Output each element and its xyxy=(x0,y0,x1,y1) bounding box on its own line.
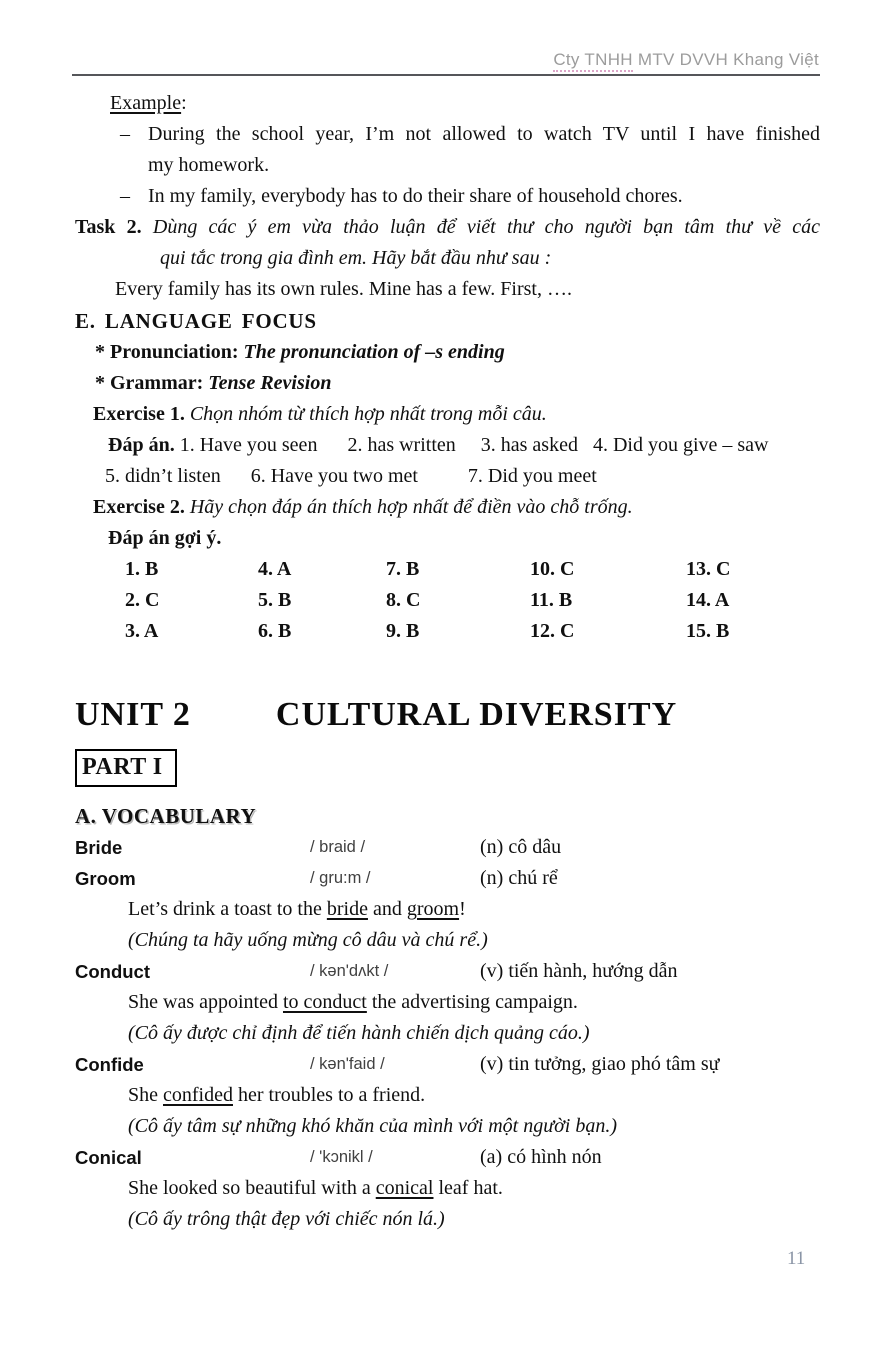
unit-heading xyxy=(75,693,820,737)
answer-grid xyxy=(125,554,820,647)
answer-cell: 1. B xyxy=(125,558,159,580)
header-rule xyxy=(72,74,820,76)
page-body xyxy=(75,88,820,1235)
task2-label: Task 2. xyxy=(75,216,142,238)
exercise1-label: Exercise 1. xyxy=(93,403,185,425)
pronunciation-item xyxy=(95,337,820,368)
example-label: Example xyxy=(110,92,182,114)
vocab-example xyxy=(128,894,820,925)
answer-cell: 2. C xyxy=(125,589,160,611)
unit-number: UNIT 2 xyxy=(75,696,191,733)
grammar-bullet: * xyxy=(95,372,105,394)
vocab-translation: (Chúng ta hãy uống mừng cô dâu và chú rể.) xyxy=(128,929,488,951)
vocab-phonetic: / 'kɔnikl / xyxy=(310,1148,373,1166)
vocab-example xyxy=(128,1173,820,1204)
example-segment-underlined: confided xyxy=(163,1084,233,1106)
vocab-translation: (Cô ấy tâm sự những khó khăn của mình với một người bạn.) xyxy=(128,1115,618,1137)
example-segment: and xyxy=(367,898,407,920)
vocab-row-groom xyxy=(75,863,820,894)
bullet-line: my homework. xyxy=(148,154,270,176)
answer-cell: 7. B xyxy=(386,558,420,580)
grammar-label: Grammar: xyxy=(110,372,204,394)
example-segment: She looked so beautiful with a xyxy=(128,1177,376,1199)
bullet-dash: – xyxy=(120,123,130,145)
vocab-word: Bride xyxy=(75,837,123,858)
exercise2-heading xyxy=(93,492,820,523)
bullet-item xyxy=(75,181,820,212)
vocab-word: Groom xyxy=(75,868,136,889)
vocabulary-heading: A. VOCABULARY xyxy=(75,804,257,828)
answer-cell: 10. C xyxy=(530,558,575,580)
example-segment-underlined: groom xyxy=(406,898,460,920)
exercise1-answers-line1 xyxy=(108,430,820,461)
answer-cell: 8. C xyxy=(386,589,421,611)
company-header xyxy=(553,50,819,70)
example-heading xyxy=(110,88,820,119)
answer-cell: 5. B xyxy=(258,589,292,611)
vocab-phonetic: / braid / xyxy=(310,838,366,856)
answer-cell: 6. B xyxy=(258,620,292,642)
example-colon: : xyxy=(181,92,187,114)
task2-starter-sentence: Every family has its own rules. Mine has a few. First, …. xyxy=(115,278,572,300)
answer-cell: 9. B xyxy=(386,620,420,642)
vocab-word: Confide xyxy=(75,1054,144,1075)
vocab-row-confide xyxy=(75,1049,820,1080)
vocab-word: Conical xyxy=(75,1147,142,1168)
vocab-translation: (Cô ấy trông thật đẹp với chiếc nón lá.) xyxy=(128,1208,445,1230)
answer-cell: 11. B xyxy=(530,589,573,611)
answer-cell: 3. A xyxy=(125,620,159,642)
part-wrapper xyxy=(75,749,820,787)
bullet-dash: – xyxy=(120,185,130,207)
exercise2-instruction: Hãy chọn đáp án thích hợp nhất để điền vào chỗ trống. xyxy=(189,496,633,518)
answers-label: Đáp án. xyxy=(108,434,175,456)
company-name-marked: Cty TNHH xyxy=(553,50,633,72)
bullet-line: In my family, everybody has to do their share of household chores. xyxy=(148,185,683,207)
vocab-meaning: (n) chú rể xyxy=(480,867,558,889)
example-segment: ! xyxy=(459,898,466,920)
answer-cell: 15. B xyxy=(686,620,730,642)
section-heading-language-focus: E. LANGUAGE FOCUS xyxy=(75,309,317,333)
vocab-example xyxy=(128,987,820,1018)
answers-text: 1. Have you seen 2. has written 3. has asked 4. Did you give – saw xyxy=(174,434,769,456)
example-segment: Let’s drink a toast to the xyxy=(128,898,327,920)
example-segment: her troubles to a friend. xyxy=(232,1084,426,1106)
answer-cell: 4. A xyxy=(258,558,292,580)
exercise1-instruction: Chọn nhóm từ thích hợp nhất trong mỗi câu. xyxy=(189,403,547,425)
unit-title: CULTURAL DIVERSITY xyxy=(275,696,678,733)
example-segment-underlined: bride xyxy=(326,898,368,920)
answer-cell: 14. A xyxy=(686,589,730,611)
answer-cell: 12. C xyxy=(530,620,575,642)
vocab-row-conduct xyxy=(75,956,820,987)
pronunciation-bullet: * xyxy=(95,341,105,363)
bullet-text xyxy=(148,119,820,181)
grammar-value: Tense Revision xyxy=(208,372,332,394)
example-segment-underlined: to conduct xyxy=(282,991,367,1013)
vocab-row-conical xyxy=(75,1142,820,1173)
vocab-example xyxy=(128,1080,820,1111)
example-segment: She xyxy=(128,1084,163,1106)
vocab-phonetic: / kən'faid / xyxy=(310,1055,385,1073)
part-label: PART I xyxy=(75,749,177,787)
vocab-meaning: (v) tiến hành, hướng dẫn xyxy=(480,960,678,982)
vocab-row-bride xyxy=(75,832,820,863)
company-name-rest: MTV DVVH Khang Việt xyxy=(632,50,819,69)
example-segment: the advertising campaign. xyxy=(366,991,578,1013)
task2-instruction: Dùng các ý em vừa thảo luận để viết thư cho người bạn tâm thư về các xyxy=(152,216,820,238)
vocab-translation: (Cô ấy được chỉ định để tiến hành chiến dịch quảng cáo.) xyxy=(128,1022,590,1044)
bullet-item xyxy=(75,119,820,181)
answer-cell: 13. C xyxy=(686,558,731,580)
vocab-meaning: (n) cô dâu xyxy=(480,836,562,858)
example-segment: She was appointed xyxy=(128,991,283,1013)
vocab-meaning: (a) có hình nón xyxy=(480,1146,602,1168)
exercise2-label: Exercise 2. xyxy=(93,496,185,518)
example-segment-underlined: conical xyxy=(375,1177,434,1199)
answers-suggested-label: Đáp án gợi ý. xyxy=(108,527,222,549)
vocab-word: Conduct xyxy=(75,961,151,982)
page-number: 11 xyxy=(787,1248,806,1269)
vocab-phonetic: / gru:m / xyxy=(310,869,371,887)
grammar-item xyxy=(95,368,820,399)
pronunciation-label: Pronunciation: xyxy=(110,341,239,363)
exercise1-heading xyxy=(93,399,820,430)
task2-instruction-continued: qui tắc trong gia đình em. Hãy bắt đầu như sau : xyxy=(160,247,552,269)
bullet-line: During the school year, I’m not allowed to watch TV until I have finished xyxy=(148,123,820,145)
bullet-text xyxy=(148,181,820,212)
pronunciation-value: The pronunciation of –s ending xyxy=(243,341,505,363)
vocab-meaning: (v) tin tưởng, giao phó tâm sự xyxy=(480,1053,720,1075)
vocab-phonetic: / kən'dʌkt / xyxy=(310,962,389,980)
exercise1-answers-line2: 5. didn’t listen 6. Have you two met 7. Did you meet xyxy=(105,465,597,487)
task2-line xyxy=(75,212,820,243)
example-segment: leaf hat. xyxy=(433,1177,503,1199)
